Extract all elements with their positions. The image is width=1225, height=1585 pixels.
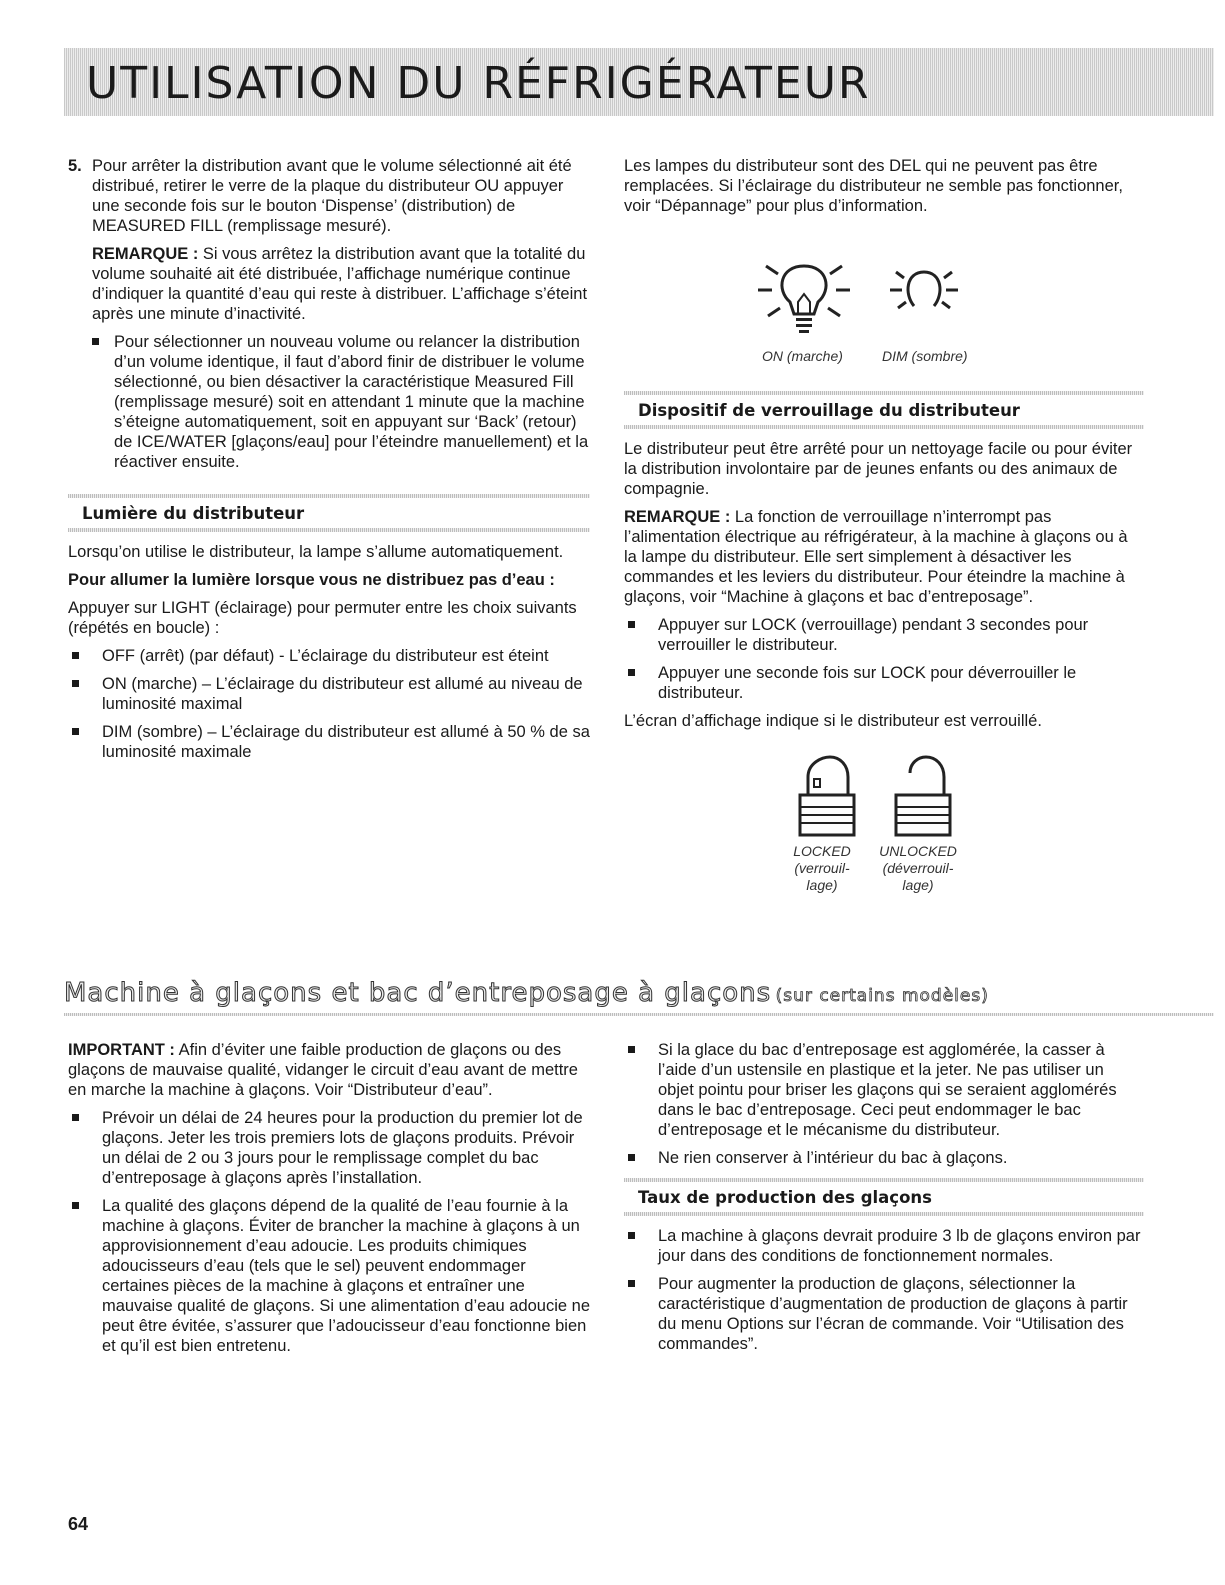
ice-left-column: [68, 1040, 590, 1364]
list-item: La machine à glaçons devrait produire 3 lb de glaçons environ par jour dans des conditions de fonctionnement normales.: [624, 1226, 1144, 1266]
step-5-note: [68, 244, 590, 324]
step-5: [68, 156, 590, 236]
list-item: Si la glace du bac d’entreposage est agglomérée, la casser à l’aide d’un ustensile en plastique et la jeter. Ne pas utiliser un objet pointu pour briser les glaçons qui se seraient agglomérés dans le bac d’entreposage. Ceci peut endommager le bac d’entreposage et le mécanisme du distributeur.: [624, 1040, 1144, 1140]
ice-section-title: Machine à glaçons et bac d’entreposage à glaçons: [64, 978, 772, 1008]
step-5-subbullets: [68, 332, 590, 472]
list-item: Pour augmenter la production de glaçons, sélectionner la caractéristique d’augmentation de production de glaçons à partir du menu Options sur l’écran de commande. Voir “Utilisation des commandes”.: [624, 1274, 1144, 1354]
rate-list: [624, 1226, 1144, 1354]
note-label: REMARQUE :: [92, 245, 199, 263]
lock-steps-list: [624, 615, 1144, 703]
important-text: Afin d’éviter une faible production de glaçons ou des glaçons de mauvaise qualité, vidanger le circuit d’eau avant de mettre en marche la machine à glaçons. Voir “Distributeur d’eau”.: [68, 1041, 578, 1099]
list-item: DIM (sombre) – L’éclairage du distributeur est allumé à 50 % de sa luminosité maximale: [68, 722, 590, 762]
list-item: Appuyer une seconde fois sur LOCK pour déverrouiller le distributeur.: [624, 663, 1144, 703]
divider: [64, 1013, 1214, 1016]
unlocked-caption-line: (déverrouil-: [882, 860, 954, 876]
unlocked-caption: [870, 843, 966, 894]
light-intro: Lorsqu’on utilise le distributeur, la lampe s’allume automatiquement.: [68, 543, 564, 561]
light-options-list: [68, 646, 590, 762]
list-item: Appuyer sur LOCK (verrouillage) pendant 3 secondes pour verrouiller le distributeur.: [624, 615, 1144, 655]
locked-caption-line: LOCKED: [793, 843, 851, 859]
list-item: ON (marche) – L’éclairage du distributeur est allumé au niveau de luminosité maximal: [68, 674, 590, 714]
list-item: La qualité des glaçons dépend de la qualité de l’eau fournie à la machine à glaçons. Éviter de brancher la machine à glaçons à un approvisionnement d’eau adoucie. Les produits chimiques adoucisseurs d’eau (tels que le sel) peuvent endommager certaines pièces de la machine à glaçons et entraîner une mauvaise qualité de glaçons. Si une alimentation d’eau adoucie ne peut être évitée, s’assurer que l’adoucisseur d’eau fonctionne bien et qu’il est bien entretenu.: [68, 1196, 590, 1356]
locked-caption: [774, 843, 870, 894]
light-icons: [744, 244, 1144, 344]
light-bold-line: Pour allumer la lumière lorsque vous ne distribuez pas d’eau :: [68, 571, 555, 589]
icon-unlocked: [888, 755, 984, 841]
lock-outro: L’écran d’affichage indique si le distributeur est verrouillé.: [624, 712, 1042, 730]
section-heading-lock: Dispositif de verrouillage du distributeur: [624, 391, 1144, 429]
lock-note-label: REMARQUE :: [624, 508, 731, 526]
ice-section-subtitle: (sur certains modèles): [775, 986, 989, 1006]
section-heading-rate: Taux de production des glaçons: [624, 1178, 1144, 1216]
locked-caption-line: (verrouil-: [794, 860, 850, 876]
icon-on-caption: ON (marche): [762, 348, 843, 364]
important-paragraph: [68, 1040, 590, 1100]
list-item: Pour sélectionner un nouveau volume ou relancer la distribution d’un volume identique, il faut d’abord finir de distribuer le volume sélectionné, ou bien désactiver la caractéristique Measured Fill (remplissage mesuré) soit en attendant 1 minute que la machine s’éteigne automatiquement, soit en appuyant sur ‘Back’ (retour) de ICE/WATER [glaçons/eau] pour l’éteindre manuellement) et la réactiver ensuite.: [92, 332, 590, 472]
icon-dim: [874, 244, 994, 344]
lock-note: [624, 507, 1144, 607]
ice-right-column: [624, 1040, 1144, 1362]
unlocked-caption-line: UNLOCKED: [879, 843, 957, 859]
ice-right-list: [624, 1040, 1144, 1168]
list-item: OFF (arrêt) (par défaut) - L’éclairage du distributeur est éteint: [68, 646, 590, 666]
icon-on: [744, 244, 864, 344]
step-5-text: Pour arrêter la distribution avant que le volume sélectionné ait été distribué, retirer le verre de la plaque du distributeur OU appuyer une seconde fois sur le bouton ‘Dispense’ (distribution) de MEASURED FILL (remplissage mesuré).: [92, 157, 572, 235]
padlock-unlocked-icon: [888, 755, 958, 841]
lock-note-text: La fonction de verrouillage n’interrompt pas l’alimentation électrique au réfrigérateur, à la machine à glaçons ou à la lampe du distributeur. Elle sert simplement à désactiver les commandes et les leviers du distributeur. Pour éteindre la machine à glaçons, voir “Machine à glaçons et bac d’entreposage”.: [624, 508, 1128, 606]
icon-dim-caption: DIM (sombre): [882, 348, 968, 364]
section-heading-light: Lumière du distributeur: [68, 494, 590, 532]
lock-intro: Le distributeur peut être arrêté pour un nettoyage facile ou pour éviter la distribution involontaire par de jeunes enfants ou des animaux de compagnie.: [624, 440, 1133, 498]
lock-icons: [792, 755, 1144, 841]
bulb-on-icon: [754, 244, 854, 344]
padlock-locked-icon: [792, 755, 862, 841]
unlocked-caption-line: lage): [902, 877, 934, 893]
page-number: 64: [68, 1514, 89, 1534]
page-title: UTILISATION DU RÉFRIGÉRATEUR: [86, 58, 871, 109]
left-column-top: [68, 156, 590, 770]
led-text: Les lampes du distributeur sont des DEL qui ne peuvent pas être remplacées. Si l’éclairage du distributeur ne semble pas fonctionner, voir “Dépannage” pour plus d’information.: [624, 157, 1123, 215]
right-column-top: [624, 156, 1144, 894]
title-banner: [64, 48, 1214, 116]
list-item: Prévoir un délai de 24 heures pour la production du premier lot de glaçons. Jeter les trois premiers lots de glaçons produits. Prévoir un délai de 2 ou 3 jours pour le remplissage complet du bac d’entreposage à glaçons après l’installation.: [68, 1108, 590, 1188]
bulb-dim-icon: [874, 244, 974, 344]
icon-locked: [792, 755, 888, 841]
note-text: Si vous arrêtez la distribution avant que la totalité du volume souhaité ait été distribuée, l’affichage numérique continue d’indiquer la quantité d’eau qui reste à distribuer. L’affichage s’éteint après une minute d’inactivité.: [92, 245, 588, 323]
ice-left-list: [68, 1108, 590, 1356]
list-item: Ne rien conserver à l’intérieur du bac à glaçons.: [624, 1148, 1144, 1168]
step-number: 5.: [68, 157, 82, 175]
important-label: IMPORTANT :: [68, 1041, 175, 1059]
locked-caption-line: lage): [806, 877, 838, 893]
light-instruction: Appuyer sur LIGHT (éclairage) pour permuter entre les choix suivants (répétés en boucle) :: [68, 599, 577, 637]
